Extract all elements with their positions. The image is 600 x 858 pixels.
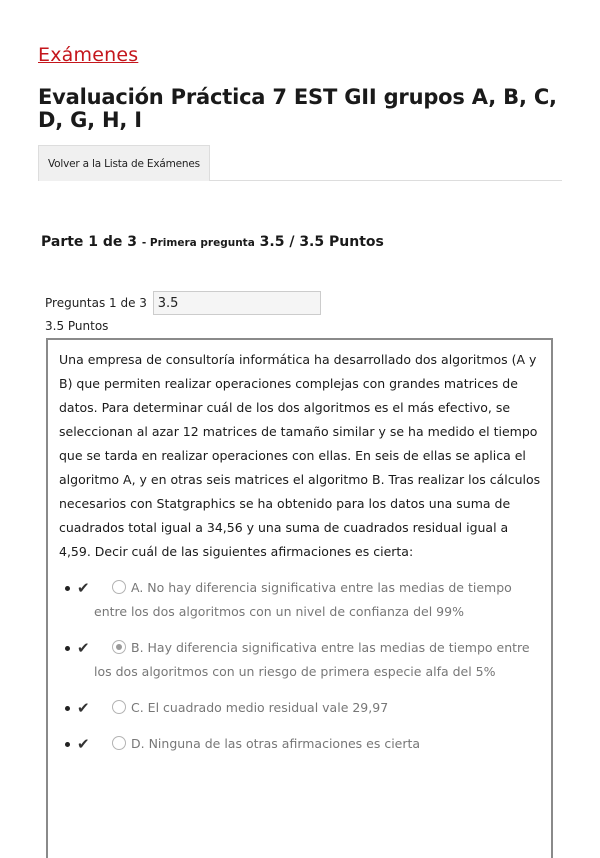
question-box: [46, 338, 553, 858]
check-icon: ✔: [77, 639, 90, 657]
breadcrumb-examenes-link[interactable]: Exámenes: [38, 44, 139, 66]
radio-button-a[interactable]: [112, 580, 126, 594]
part-title: Parte 1 de 3: [41, 234, 138, 250]
answer-option-b: [59, 636, 542, 684]
part-score: 3.5 / 3.5 Puntos: [259, 234, 384, 250]
radio-button-b[interactable]: [112, 640, 126, 654]
answer-label-d: D. Ninguna de las otras afirmaciones es cierta: [131, 736, 421, 751]
part-header: [41, 234, 384, 250]
question-counter-row: [45, 291, 321, 315]
question-score-input[interactable]: [153, 291, 321, 315]
check-icon: ✔: [77, 735, 90, 753]
answer-label-a: A. No hay diferencia significativa entre las medias de tiempo entre los dos algoritmos con un nivel de confianza del 99%: [94, 580, 512, 619]
radio-button-c[interactable]: [112, 700, 126, 714]
page-title: Evaluación Práctica 7 EST GII grupos A, B, C, D, G, H, I: [38, 85, 557, 132]
part-subtitle: - Primera pregunta: [141, 237, 255, 249]
answer-label-c: C. El cuadrado medio residual vale 29,97: [131, 700, 389, 715]
answer-option-c: [59, 696, 542, 720]
tab-bar: [38, 145, 562, 181]
check-icon: ✔: [77, 699, 90, 717]
answer-list: [59, 576, 542, 756]
question-counter-label: Preguntas 1 de 3: [45, 296, 147, 310]
answer-option-a: [59, 576, 542, 624]
bullet-icon: [65, 586, 70, 591]
question-text: Una empresa de consultoría informática ha desarrollado dos algoritmos (A y B) que permiten realizar operaciones complejas con grandes matrices de datos. Para determinar cuál de los dos algoritmos es el más efectivo, se seleccionan al azar 12 matrices de tamaño similar y se ha medido el tiempo que se tarda en realizar operaciones con ellas. En seis de ellas se aplica el algoritmo A, y en otras seis matrices el algoritmo B. Tras realizar los cálculos necesarios con Statgraphics se ha obtenido para los datos una suma de cuadrados total igual a 34,56 y una suma de cuadrados residual igual a 4,59. Decir cuál de las siguientes afirmaciones es cierta:: [59, 352, 541, 559]
check-icon: ✔: [77, 579, 90, 597]
tab-back-to-exam-list[interactable]: Volver a la Lista de Exámenes: [38, 145, 210, 181]
bullet-icon: [65, 646, 70, 651]
answer-option-d: [59, 732, 542, 756]
question-points: 3.5 Puntos: [45, 319, 109, 333]
answer-label-b: B. Hay diferencia significativa entre las medias de tiempo entre los dos algoritmos con un riesgo de primera especie alfa del 5%: [94, 640, 530, 679]
radio-button-d[interactable]: [112, 736, 126, 750]
bullet-icon: [65, 706, 70, 711]
bullet-icon: [65, 742, 70, 747]
